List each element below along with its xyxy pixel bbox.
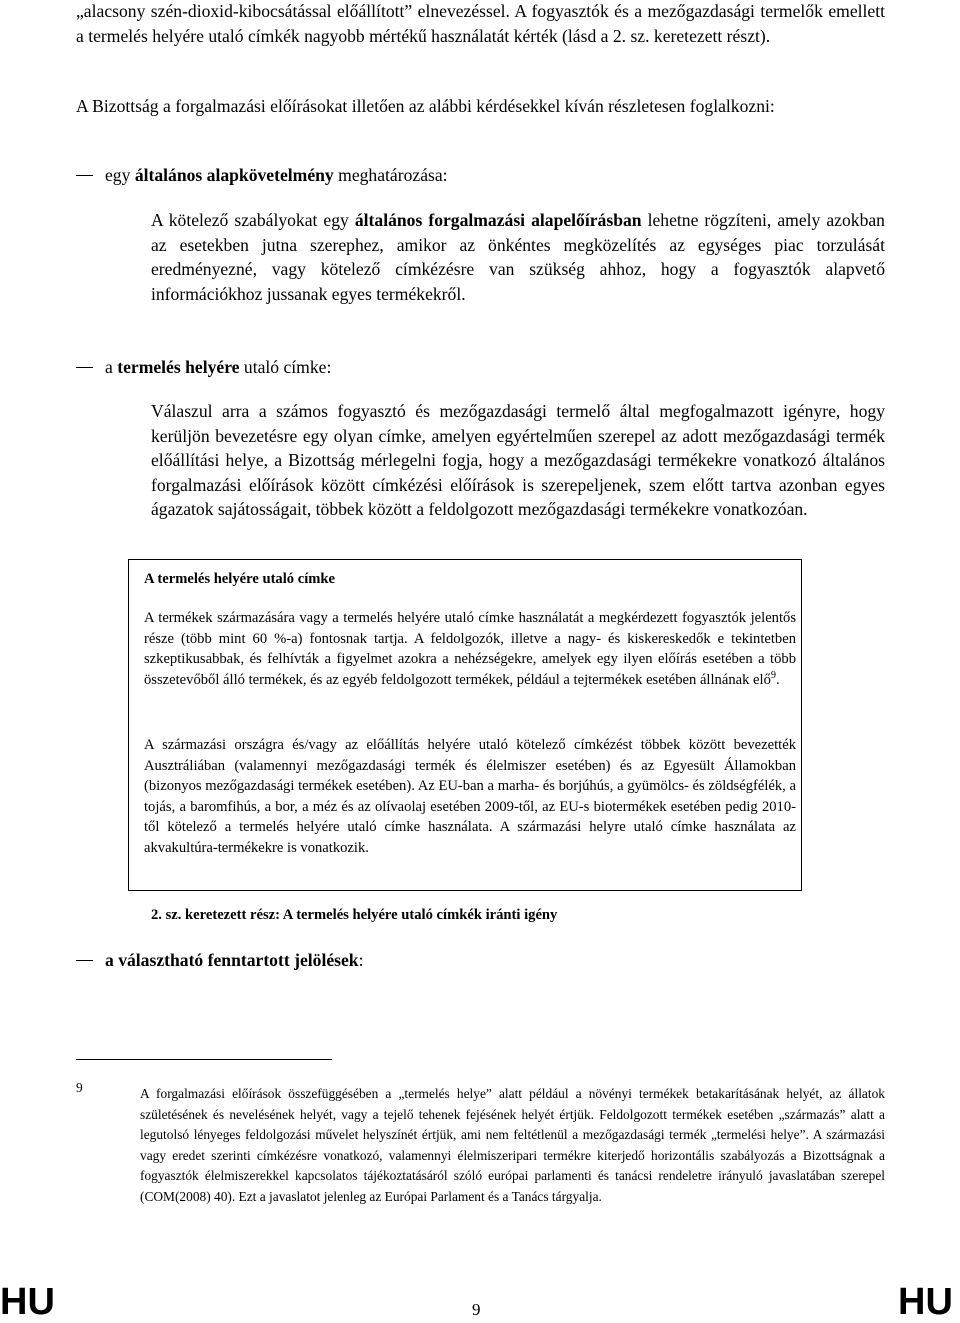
page-number: 9	[472, 1300, 481, 1319]
general-requirement-body: A kötelező szabályokat egy általános forgalmazási alapelőírásban lehetne rögzíteni, amely azokban az esetekben jutna szerephez, amikor az önkéntes megközelítés az egységes piac torzulását eredményezné, vagy kötelező címkézésre van szükség ahhoz, hogy a fogyasztók alapvető információkhoz jussanak egyes termékekről.	[151, 210, 885, 304]
list-item-heading: a termelés helyére utaló címke:	[105, 357, 332, 377]
dash-bullet	[76, 960, 93, 961]
boxed-section	[128, 559, 802, 891]
place-of-farming-body: Válaszul arra a számos fogyasztó és mezőgazdasági termelő által megfogalmazott igényre, hogy kerüljön bevezetésre egy olyan címke, amelyen egyértelműen szerepel az adott mezőgazdasági termék előállítási helye, a Bizottság mérlegelni fogja, hogy a mezőgazdasági termékekre vonatkozó általános forgalmazási előírások között címkézési előírások is szerepeljenek, szem előtt tartva azonban egyes ágazatok sajátosságait, többek között a feldolgozott mezőgazdasági termékekre vonatkozóan.	[151, 401, 885, 519]
box-title: A termelés helyére utaló címke	[144, 571, 336, 587]
footer-language-left: HU	[0, 1281, 55, 1323]
list-item-general-requirement	[76, 163, 885, 188]
list-item-optional-reserved-terms	[76, 948, 885, 973]
footer-language-right: HU	[898, 1281, 953, 1323]
box-paragraph-2: A származási országra és/vagy az előállítás helyére utaló kötelező címkézést többek között bevezették Ausztráliában (valamennyi mezőgazdasági termék és élelmiszer esetében) és az Egyesült Államokban (bizonyos mezőgazdasági termékek esetében). Az EU-ban a marha- és borjúhús, a gyümölcs- és zöldségfélék, a tojás, a baromfihús, a bor, a méz és az olívaolaj esetében 2009-től, az EU-s biotermékek esetében pedig 2010-től kötelező a termelés helyére utaló címke használata. A származási helyre utaló címke használata az akvakultúra-termékekre is vonatkozik.	[144, 737, 796, 856]
list-item-place-of-farming	[76, 355, 885, 380]
commission-paragraph: A Bizottság a forgalmazási előírásokat illetően az alábbi kérdésekkel kíván részletesen foglalkozni:	[76, 96, 775, 116]
list-item-heading: egy általános alapkövetelmény meghatározása:	[105, 165, 448, 185]
footnote-reference[interactable]: 9	[770, 669, 776, 681]
box-paragraph-1: A termékek származására vagy a termelés helyére utaló címke használatát a megkérdezett fogyasztók jelentős része (több mint 60 %-a) fontosnak tartja. A feldolgozók, illetve a nagy- és kiskereskedők e tekintetben szkeptikusabbak, és felhívták a figyelmet azokra a nehézségekre, amelyek egy ilyen előírás esetében a több összetevőből álló termékek, és az egyéb feldolgozott termékek, például a tejtermékek esetében állnának elő$^9$.	[144, 610, 796, 688]
dash-bullet	[76, 367, 93, 368]
list-item-heading: a választható fenntartott jelölések:	[105, 950, 364, 970]
footnote-separator	[76, 1059, 332, 1060]
dash-bullet	[76, 175, 93, 176]
intro-paragraph: „alacsony szén-dioxid-kibocsátással előállított” elnevezéssel. A fogyasztók és a mezőgazdasági termelők emellett a termelés helyére utaló címkék nagyobb mértékű használatát kérték (lásd a 2. sz. keretezett részt).	[76, 1, 885, 46]
box-caption: 2. sz. keretezett rész: A termelés helyére utaló címkék iránti igény	[151, 907, 558, 923]
footnote-text: A forgalmazási előírások összefüggésében a „termelés helye” alatt például a növényi termékek betakarításának helyét, az állatok születésének és nevelésének helyét, vagy a tejelő tehenek fejésének helyét értjük. Feldolgozott termékek esetében „származás” alatt a legutolsó lényeges feldolgozási művelet helyszínét értjük, ami nem feltétlenül a mezőgazdasági termék „termelési helye”. A származási vagy eredet szerinti címkézésre vonatkozó, valamennyi élelmiszeripari termékre kiterjedő horizontális szabályozás a Bizottságnak a fogyasztók élelmiszerekkel kapcsolatos tájékoztatásáról szóló európai parlamenti és tanácsi rendeletre irányuló javaslatában szerepel (COM(2008) 40). Ezt a javaslatot jelenleg az Európai Parlament és a Tanács tárgyalja.	[140, 1086, 885, 1204]
footnote-number: 9	[76, 1080, 83, 1095]
